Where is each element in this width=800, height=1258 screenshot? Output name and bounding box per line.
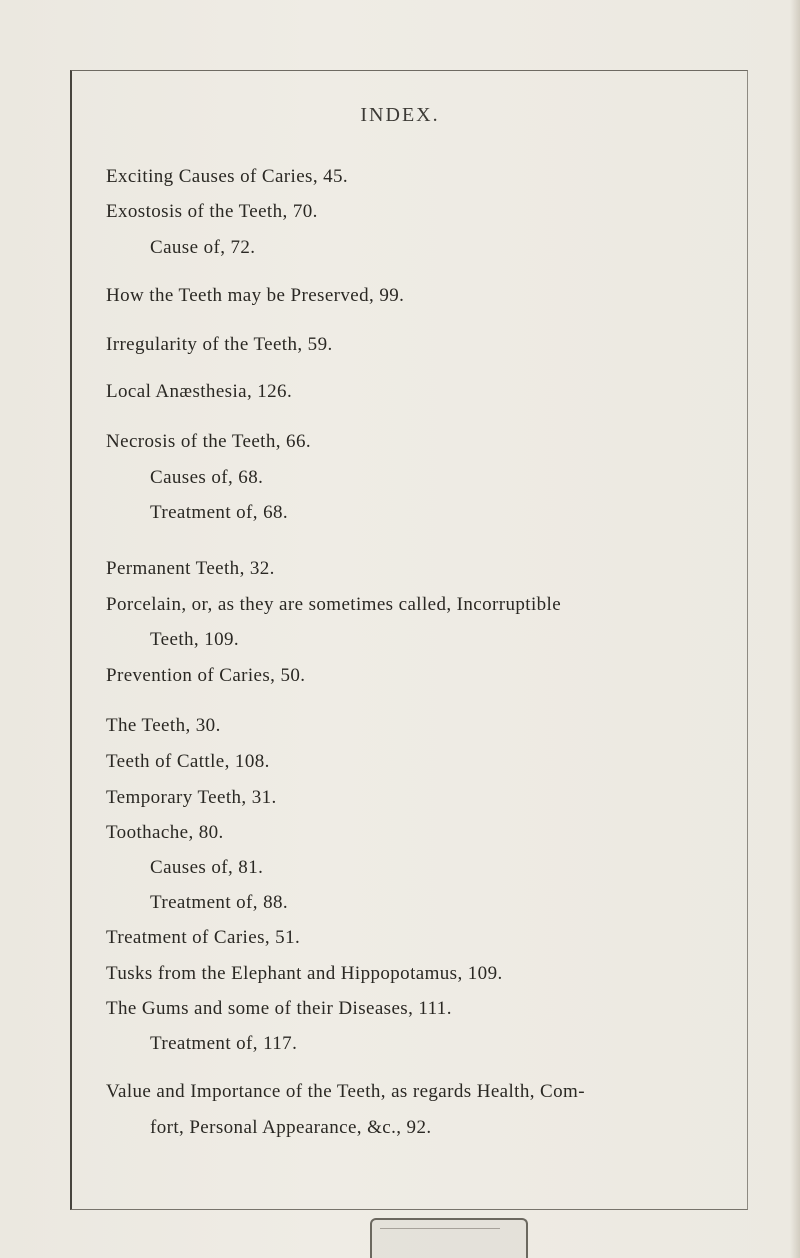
- index-entry-continuation: Teeth, 109.: [150, 629, 240, 650]
- index-entry: Prevention of Caries, 50.: [106, 665, 306, 686]
- index-subentry: Treatment of, 68.: [150, 502, 289, 523]
- index-entry: The Gums and some of their Diseases, 111.: [106, 998, 452, 1019]
- index-entry: Toothache, 80.: [106, 822, 224, 843]
- library-stamp-image: [370, 1218, 528, 1258]
- index-entry: The Teeth, 30.: [106, 715, 221, 736]
- index-entry: Temporary Teeth, 31.: [106, 787, 277, 808]
- index-entry: Local Anæsthesia, 126.: [106, 381, 293, 402]
- index-entry: Exciting Causes of Caries, 45.: [106, 166, 349, 187]
- index-entry: Porcelain, or, as they are sometimes called, Incorruptible: [106, 594, 562, 615]
- index-entry: Tusks from the Elephant and Hippopotamus, 109.: [106, 963, 503, 984]
- index-entry: Value and Importance of the Teeth, as regards Health, Com-: [106, 1081, 585, 1102]
- index-entry: How the Teeth may be Preserved, 99.: [106, 285, 405, 306]
- page-edge-shadow: [790, 0, 800, 1258]
- stamp-detail: [380, 1228, 500, 1255]
- index-entry: Permanent Teeth, 32.: [106, 558, 275, 579]
- index-entry: Teeth of Cattle, 108.: [106, 751, 270, 772]
- index-entry: Treatment of Caries, 51.: [106, 927, 301, 948]
- index-subentry: Treatment of, 117.: [150, 1033, 298, 1054]
- index-subentry: Causes of, 81.: [150, 857, 264, 878]
- index-subentry: Cause of, 72.: [150, 237, 256, 258]
- index-entry: Exostosis of the Teeth, 70.: [106, 201, 318, 222]
- index-entry-continuation: fort, Personal Appearance, &c., 92.: [150, 1117, 432, 1138]
- page-title: INDEX.: [360, 104, 440, 126]
- index-entry: Necrosis of the Teeth, 66.: [106, 431, 312, 452]
- index-subentry: Causes of, 68.: [150, 467, 264, 488]
- index-subentry: Treatment of, 88.: [150, 892, 289, 913]
- index-entry: Irregularity of the Teeth, 59.: [106, 334, 333, 355]
